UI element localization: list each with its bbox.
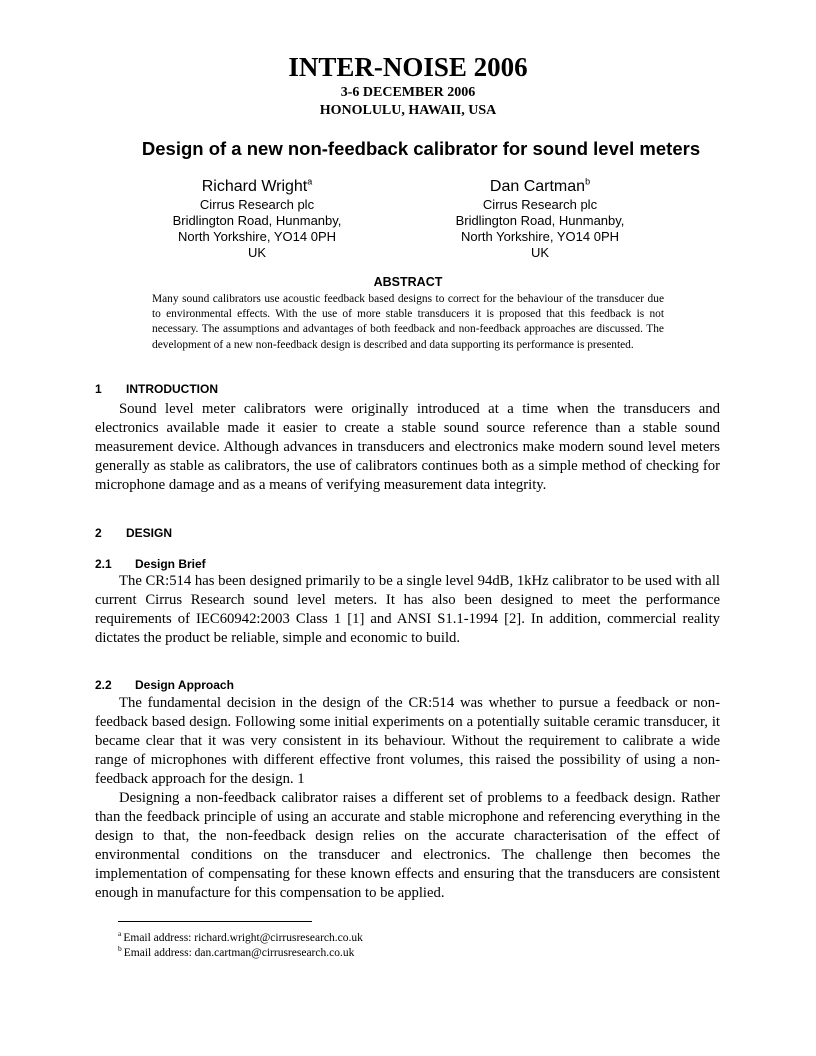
footnote-divider bbox=[118, 921, 312, 922]
footnote-marker: b bbox=[118, 944, 122, 954]
author-name: Richard Wright$^a$ bbox=[201, 176, 313, 195]
author-address-line2: North Yorkshire, YO14 0PH bbox=[177, 229, 336, 244]
footnote-marker: a bbox=[118, 929, 122, 939]
author-name: Dan Cartman$^b$ bbox=[489, 176, 591, 195]
author-block-1 bbox=[117, 177, 397, 261]
section-title: INTRODUCTION bbox=[126, 382, 218, 396]
author-marker: b bbox=[585, 176, 591, 187]
author-marker: a bbox=[307, 176, 313, 187]
paper-title: Design of a new non-feedback calibrator for sound level meters bbox=[141, 138, 701, 159]
section-title: DESIGN bbox=[126, 526, 173, 540]
footnote-text: Email address: richard.wright@cirrusresearch.co.uk bbox=[123, 932, 363, 944]
author-affiliation: Cirrus Research plc bbox=[482, 197, 598, 212]
section-title: Design Approach bbox=[135, 678, 234, 692]
abstract-text: Many sound calibrators use acoustic feedback based designs to correct for the behaviour of the transducer due to environmental effects. With the use of more stable transducers it is proposed that this feedback is not necessary. The assumptions and advantages of both feedback and non-feedback approaches are discussed. The development of a new non-feedback design is described and data supporting its performance is presented. bbox=[152, 293, 664, 351]
author-address-line2: North Yorkshire, YO14 0PH bbox=[460, 229, 619, 244]
paragraph: Designing a non-feedback calibrator raises a different set of problems to a feedback design. Rather than the feedback principle of using an accurate and stable microphone and referencing everything in the design to that, the non-feedback design relies on the accurate characterisation of the effect of environmental conditions on the transducer and electronics. The challenge then becomes the implementation of compensating for these known effects and ensuring that the transducers are consistent enough in manufacture for this compensation to be applied. bbox=[95, 790, 720, 902]
author-address-line1: Bridlington Road, Hunmanby, bbox=[455, 213, 625, 228]
section-number: 2.2 bbox=[95, 678, 112, 692]
section-title: Design Brief bbox=[135, 557, 206, 571]
author-block-2 bbox=[400, 177, 680, 261]
author-country: UK bbox=[530, 245, 550, 260]
conference-date: 3-6 DECEMBER 2006 bbox=[340, 85, 476, 100]
section-number: 1 bbox=[95, 382, 102, 396]
section-heading-design bbox=[95, 526, 172, 540]
abstract-heading: ABSTRACT bbox=[373, 275, 443, 289]
author-address-line1: Bridlington Road, Hunmanby, bbox=[172, 213, 342, 228]
conference-title: INTER-NOISE 2006 bbox=[288, 52, 528, 82]
paragraph: The fundamental decision in the design of the CR:514 was whether to pursue a feedback or non-feedback based design. Following some initial experiments on a potentially suitable ceramic transducer, it became clear that it was very consistent in its behaviour. Without the requirement to calibrate a wide range of microphones with different effective front volumes, this raised the possibility of using a non-feedback approach for the design. 1 bbox=[95, 695, 720, 788]
paragraph: The CR:514 has been designed primarily to be a single level 94dB, 1kHz calibrator to be used with all current Cirrus Research sound level meters. It has also been designed to meet the performance requirements of IEC60942:2003 Class 1 [1] and ANSI S1.1-1994 [2]. In addition, commercial reality dictates the product be reliable, simple and economic to build. bbox=[95, 573, 720, 647]
author-country: UK bbox=[247, 245, 267, 260]
conference-venue: HONOLULU, HAWAII, USA bbox=[319, 103, 497, 118]
section-number: 2 bbox=[95, 526, 102, 540]
subsection-heading-design-approach bbox=[95, 678, 234, 692]
section-heading-introduction bbox=[95, 382, 218, 396]
footnote-a bbox=[118, 931, 363, 946]
author-affiliation: Cirrus Research plc bbox=[199, 197, 315, 212]
footnote-text: Email address: dan.cartman@cirrusresearch.co.uk bbox=[123, 947, 355, 959]
section-number: 2.1 bbox=[95, 557, 112, 571]
footnote-b bbox=[118, 946, 354, 961]
subsection-heading-design-brief bbox=[95, 557, 206, 571]
paragraph: Sound level meter calibrators were originally introduced at a time when the transducers and electronics available made it easier to create a stable sound source reference than a stable sound measurement device. Although advances in transducers and electronics make modern sound level meters generally as stable as calibrators, the use of calibrators continues both as a simple method of checking for microphone damage and as a means of verifying measurement data integrity. bbox=[95, 401, 720, 494]
